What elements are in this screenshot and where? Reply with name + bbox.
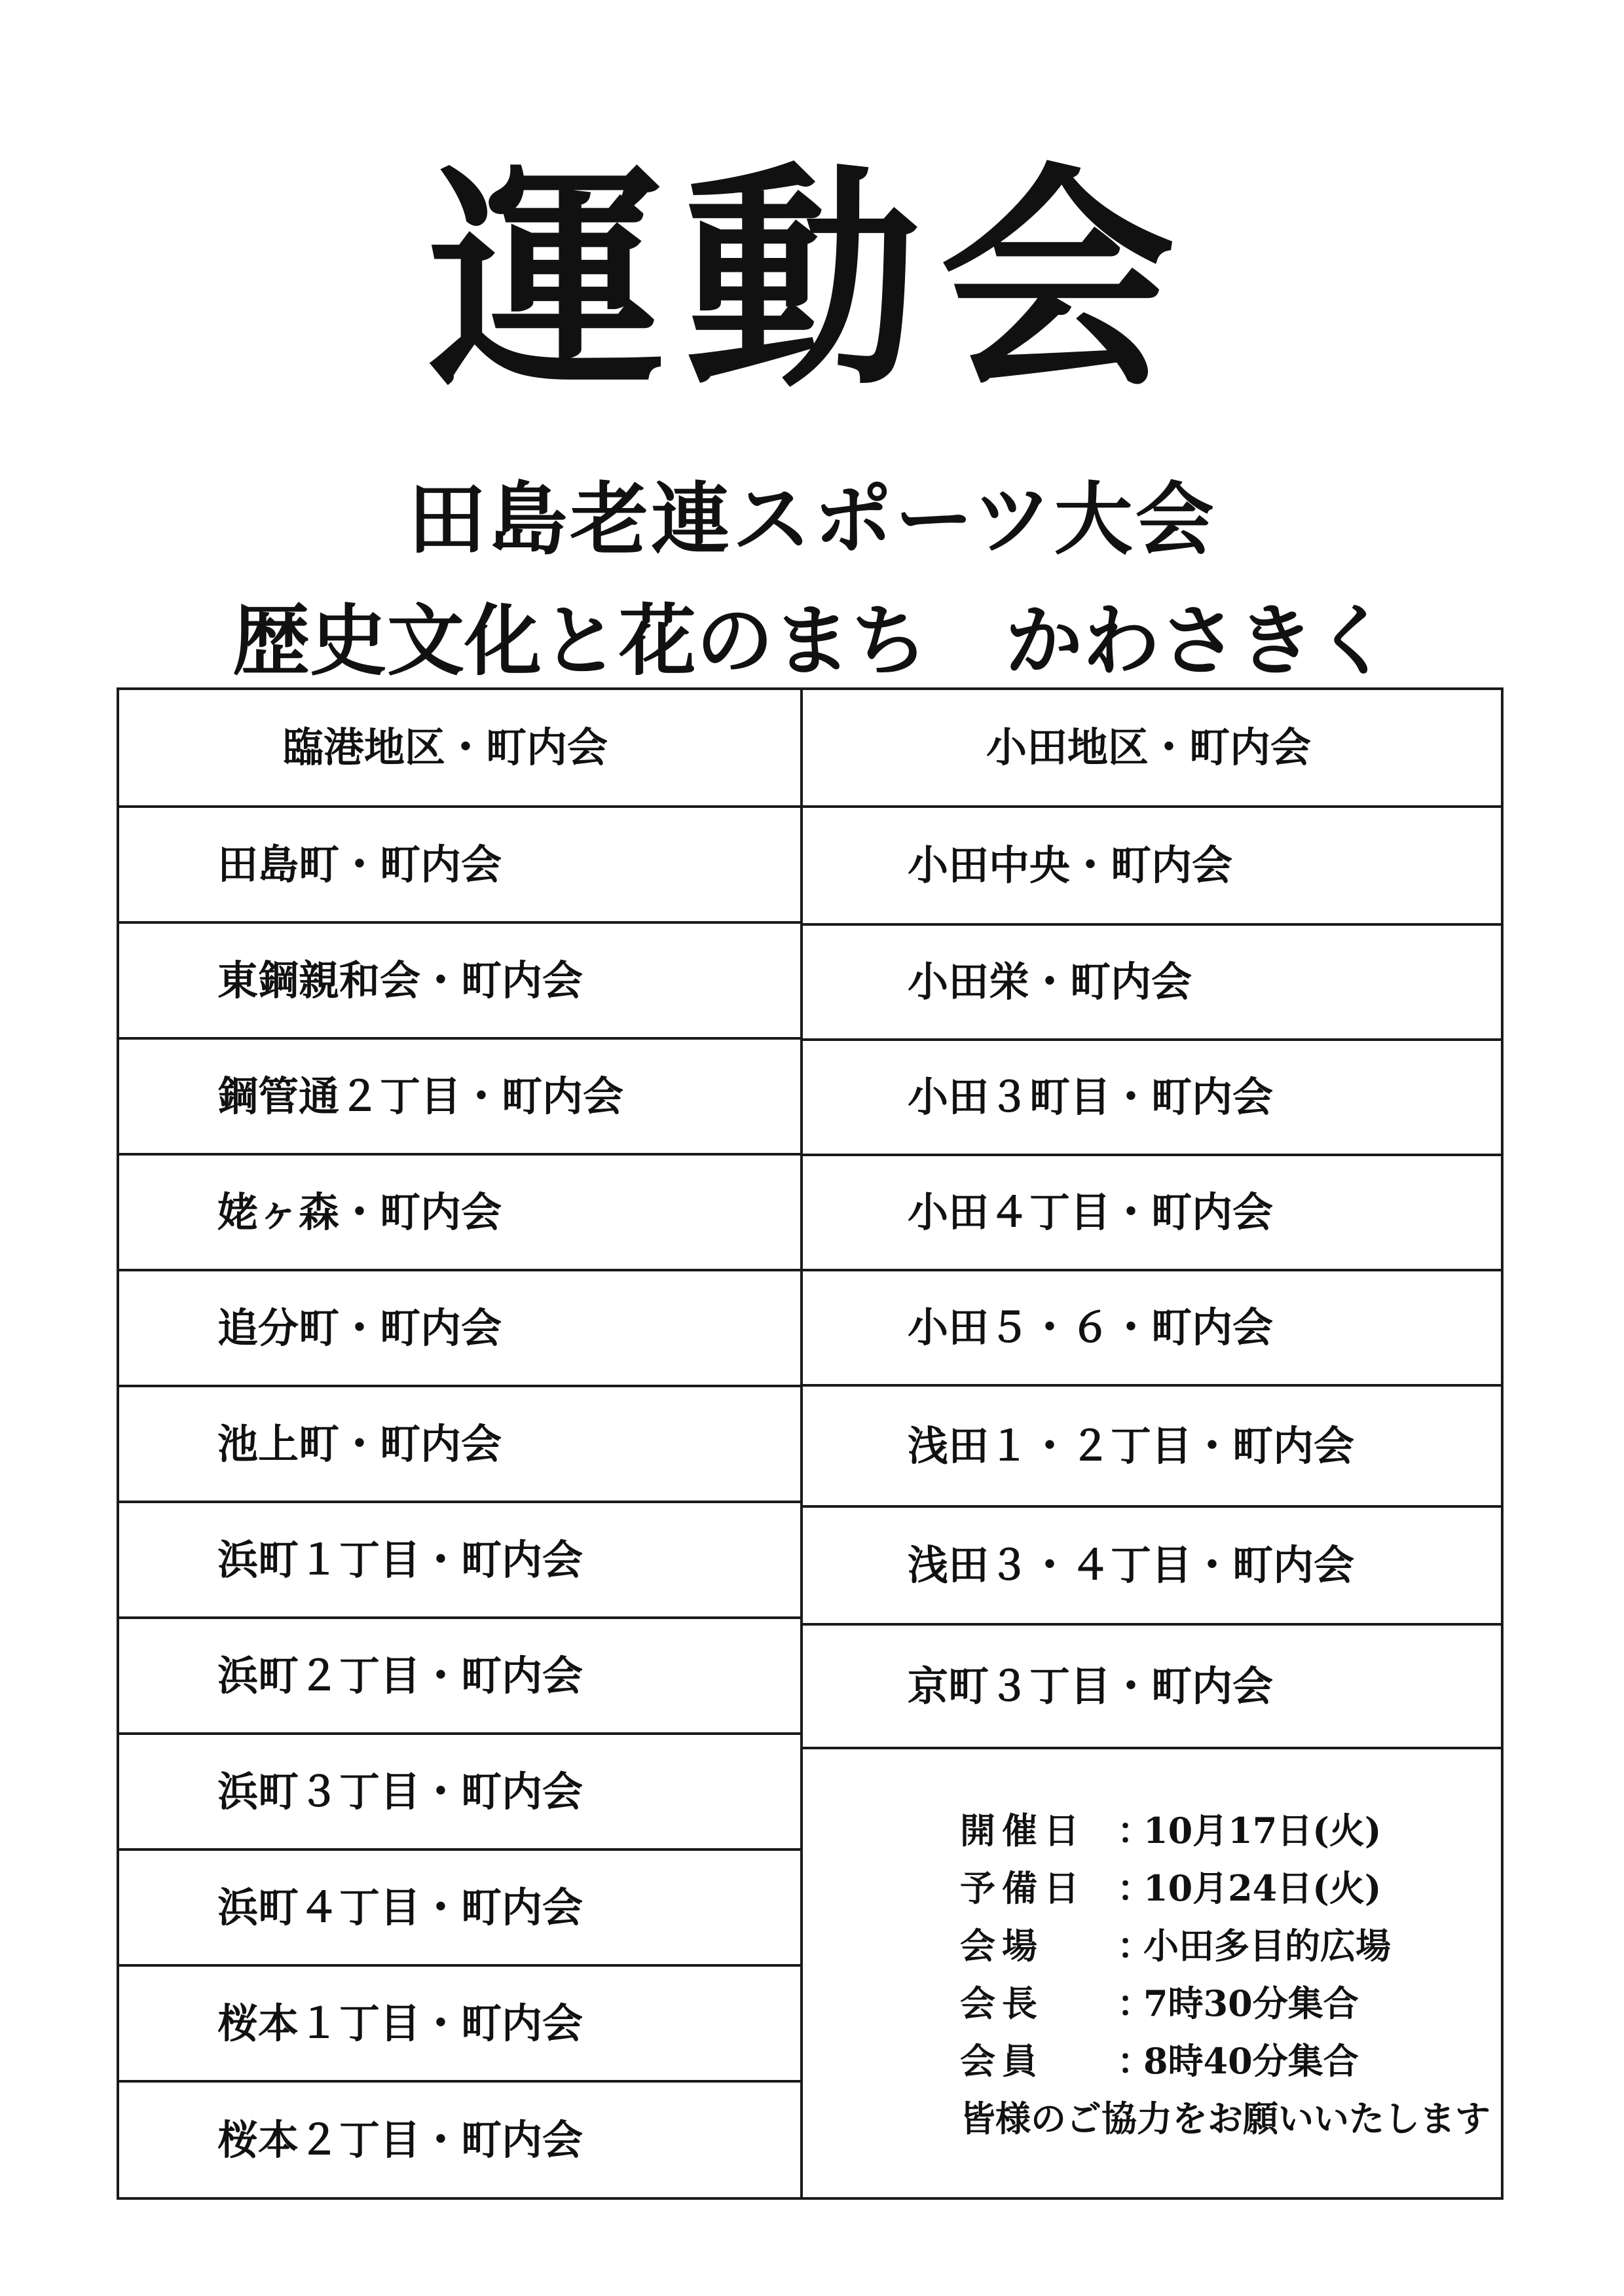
- table-row: [119, 924, 800, 1040]
- row-label: 小田４丁目・町内会: [908, 1188, 1274, 1236]
- info-row-chair: [960, 1975, 1501, 2032]
- table-row: [119, 1156, 800, 1271]
- info-value: 8時40分集合: [1143, 2040, 1359, 2082]
- row-label: 浜町３丁目・町内会: [217, 1767, 583, 1815]
- table-row: [803, 1271, 1501, 1387]
- district-tagline: 歴史文化と花のまち かわさきく: [232, 596, 1392, 686]
- row-label: 池上町・町内会: [217, 1419, 502, 1468]
- table-row: [803, 926, 1501, 1041]
- row-label: 京町３丁目・町内会: [908, 1662, 1274, 1710]
- row-label: 桜本２丁目・町内会: [217, 2115, 583, 2164]
- left-header-label: 臨港地区・町内会: [283, 723, 608, 771]
- association-table: [117, 687, 1504, 2200]
- info-value: 10月24日(火): [1143, 1867, 1382, 1909]
- row-label: 姥ヶ森・町内会: [217, 1188, 502, 1236]
- info-row-backup-date: [960, 1859, 1501, 1917]
- table-row: [119, 1040, 800, 1156]
- row-label: 田島町・町内会: [217, 840, 502, 888]
- table-row: [803, 1041, 1501, 1156]
- row-label: 追分町・町内会: [217, 1303, 502, 1352]
- row-label: 浅田３・４丁目・町内会: [908, 1541, 1355, 1589]
- event-info: [803, 1749, 1501, 2200]
- event-subtitle: 田島老連スポーツ大会: [407, 475, 1217, 566]
- table-row: [119, 1967, 800, 2083]
- table-row: [803, 1508, 1501, 1626]
- row-label: 浅田１・２丁目・町内会: [908, 1421, 1355, 1470]
- info-separator: ：: [1117, 1925, 1153, 1967]
- table-row: [119, 1735, 800, 1851]
- page-title: 運動会: [429, 144, 1195, 418]
- row-label: 浜町１丁目・町内会: [217, 1535, 583, 1584]
- table-row: [119, 1851, 800, 1967]
- info-separator: ：: [1117, 1867, 1153, 1909]
- row-label: 小田５・６・町内会: [908, 1303, 1274, 1351]
- right-column-header: [803, 690, 1501, 808]
- row-label: 浜町２丁目・町内会: [217, 1651, 583, 1700]
- table-row: [803, 1626, 1501, 1749]
- info-row-venue: [960, 1917, 1501, 1975]
- row-label: 小田栄・町内会: [908, 958, 1192, 1006]
- table-row: [119, 1503, 800, 1619]
- row-label: 小田３町目・町内会: [908, 1073, 1274, 1121]
- info-value: 小田多目的広場: [1143, 1925, 1391, 1967]
- table-row: [803, 1156, 1501, 1271]
- info-label: 会員: [960, 2040, 1044, 2082]
- row-label: 小田中央・町内会: [908, 841, 1233, 889]
- left-column-header: [119, 690, 800, 808]
- row-label: 桜本１丁目・町内会: [217, 1999, 583, 2047]
- table-row: [119, 808, 800, 924]
- info-separator: ：: [1117, 2040, 1153, 2082]
- info-separator: ：: [1117, 1810, 1153, 1851]
- table-row: [119, 1619, 800, 1735]
- info-separator: ：: [1117, 1982, 1153, 2024]
- table-row: [119, 1271, 800, 1387]
- info-row-members: [960, 2032, 1501, 2090]
- table-row: [119, 2083, 800, 2197]
- table-row: [803, 1387, 1501, 1508]
- info-row-date: [960, 1802, 1501, 1859]
- cooperation-note: 皆様のご協力をお願いいたします: [960, 2098, 1490, 2140]
- info-label: 予備日: [960, 1867, 1086, 1909]
- info-value: 10月17日(火): [1143, 1810, 1382, 1851]
- info-label: 開催日: [960, 1810, 1086, 1851]
- info-label: 会長: [960, 1982, 1044, 2024]
- right-header-label: 小田地区・町内会: [986, 723, 1312, 771]
- row-label: 鋼管通２丁目・町内会: [217, 1072, 624, 1120]
- table-row: [803, 808, 1501, 926]
- row-label: 浜町４丁目・町内会: [217, 1883, 583, 1931]
- info-value: 7時30分集合: [1143, 1982, 1359, 2024]
- info-label: 会場: [960, 1925, 1044, 1967]
- table-row: [119, 1387, 800, 1503]
- row-label: 東鋼親和会・町内会: [217, 956, 583, 1004]
